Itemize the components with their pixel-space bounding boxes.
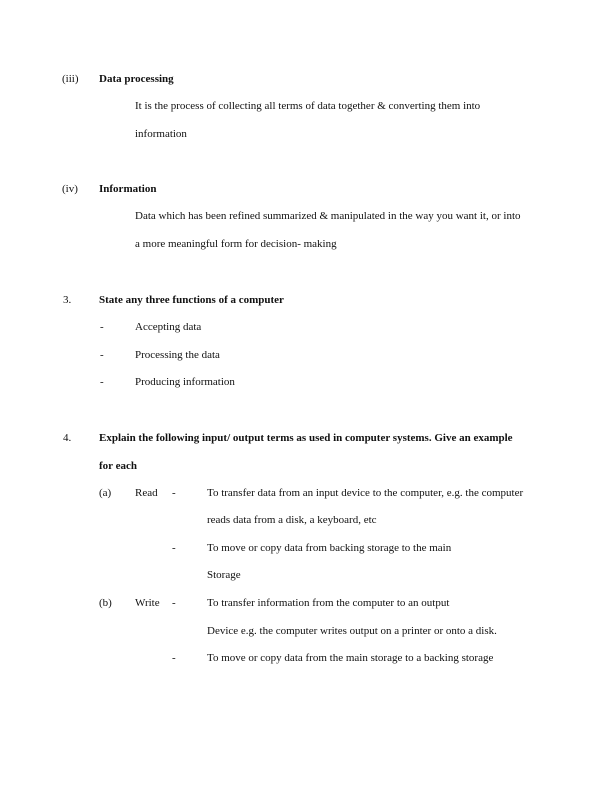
explanation-line: To move or copy data from the main storage to a backing storage <box>207 652 494 664</box>
question-heading-4: Explain the following input/ output terms as used in computer systems. Give an example <box>99 432 513 444</box>
term-read: Read <box>135 487 158 499</box>
item-marker-a: (a) <box>99 487 112 499</box>
definition-line: Data which has been refined summarized & manipulated in the way you want it, or into <box>135 210 521 222</box>
definition-line: information <box>135 128 187 140</box>
point-dash: - <box>172 652 176 664</box>
bullet-text: Accepting data <box>135 321 202 333</box>
explanation-line: To move or copy data from backing storage to the main <box>207 542 452 554</box>
question-number-4: 4. <box>63 432 72 444</box>
bullet-dash: - <box>100 376 104 388</box>
item-marker-b: (b) <box>99 597 112 609</box>
term-dash: - <box>172 487 176 499</box>
term-dash: - <box>172 597 176 609</box>
question-number-3: 3. <box>63 294 72 306</box>
section-marker-iv: (iv) <box>62 183 78 195</box>
explanation-line: To transfer data from an input device to the computer, e.g. the computer <box>207 487 524 499</box>
bullet-text: Producing information <box>135 376 235 388</box>
section-heading-information: Information <box>99 183 157 195</box>
explanation-line: To transfer information from the computer to an output <box>207 597 450 609</box>
bullet-text: Processing the data <box>135 349 220 361</box>
term-write: Write <box>135 597 160 609</box>
explanation-line: Device e.g. the computer writes output on a printer or onto a disk. <box>207 625 497 637</box>
question-heading-4-cont: for each <box>99 460 137 472</box>
explanation-line: Storage <box>207 569 241 581</box>
section-marker-iii: (iii) <box>62 73 79 85</box>
question-heading-3: State any three functions of a computer <box>99 294 284 306</box>
section-heading-data-processing: Data processing <box>99 73 174 85</box>
point-dash: - <box>172 542 176 554</box>
definition-line: It is the process of collecting all terms of data together & converting them into <box>135 100 481 112</box>
explanation-line: reads data from a disk, a keyboard, etc <box>207 514 377 526</box>
bullet-dash: - <box>100 321 104 333</box>
definition-line: a more meaningful form for decision- making <box>135 238 337 250</box>
bullet-dash: - <box>100 349 104 361</box>
